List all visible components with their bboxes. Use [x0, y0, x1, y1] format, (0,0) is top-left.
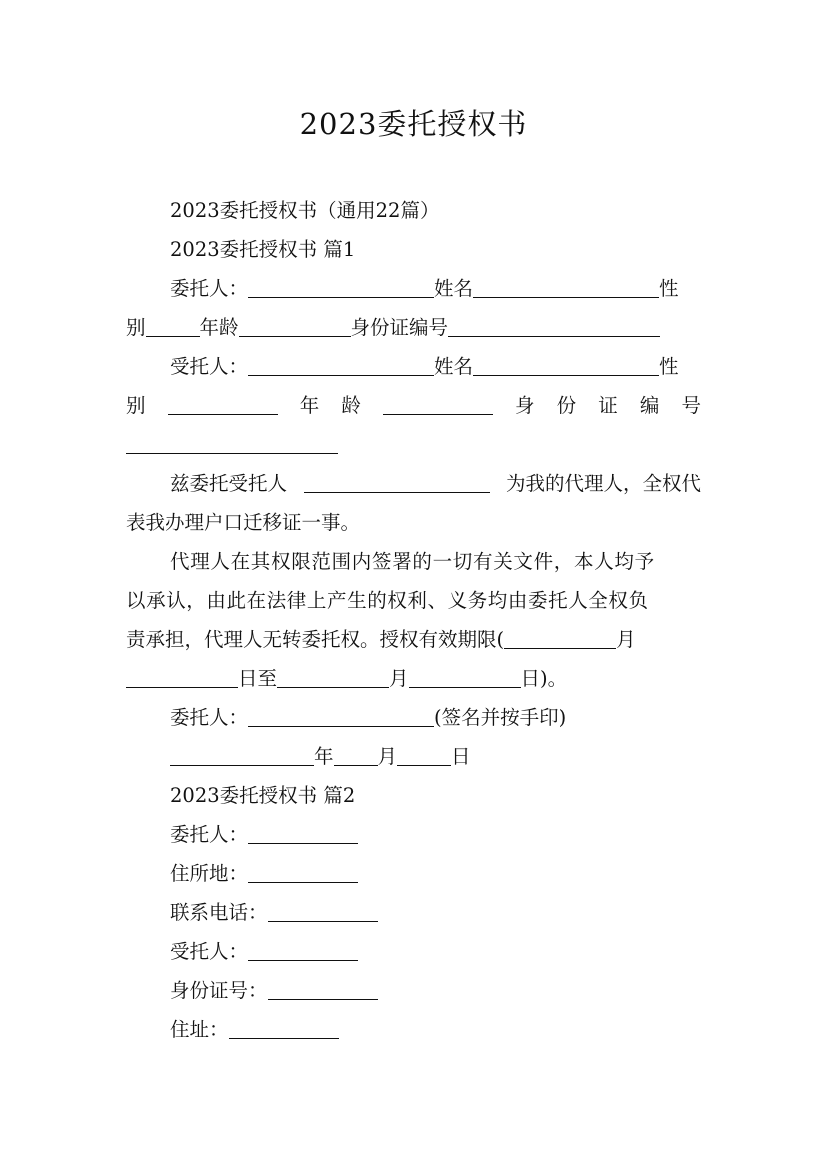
signature-row: [170, 708, 566, 728]
month-label: 月: [616, 628, 636, 651]
end-month-blank: [277, 669, 389, 688]
start-day-blank: [126, 669, 238, 688]
end-month-label: 月: [389, 667, 409, 690]
date-row: [170, 747, 471, 767]
appoint-line-2: 表我办理户口迁移证一事。: [126, 511, 361, 534]
principal-row: [170, 279, 679, 299]
sign-principal-label: 委托人：: [170, 706, 249, 729]
agent-row-2: [126, 396, 701, 416]
id-label: 身份证编号: [350, 316, 449, 339]
agent-id-char-2: 份: [556, 394, 577, 417]
start-month-blank: [504, 630, 616, 649]
agent-id-char-5: 号: [681, 394, 701, 417]
document-title: 2023委托授权书: [299, 107, 528, 141]
agent-id-char-3: 证: [598, 394, 618, 417]
s2-residence-label: 住所地：: [170, 862, 249, 885]
appoint-row: [170, 474, 701, 494]
id-blank: [448, 318, 660, 337]
agent-gender-label-start: 性: [659, 355, 679, 378]
agent-gender-blank: [168, 396, 278, 415]
agent-row: [170, 357, 679, 377]
year-blank: [170, 747, 314, 766]
agent-id-row: [126, 435, 338, 455]
s2-residence-blank: [248, 864, 358, 883]
gender-blank: [146, 318, 200, 337]
para-line-1: 代理人在其权限范围内签署的一切有关文件，本人均予: [170, 550, 655, 573]
s2-address-blank: [229, 1020, 339, 1039]
para-line-4: [126, 669, 567, 689]
agent-name-blank: [473, 357, 659, 376]
appoint-blank: [304, 474, 490, 493]
gender-label-start: 性: [659, 277, 679, 300]
s2-agent-label: 受托人：: [170, 940, 249, 963]
day-end-label: 日)。: [520, 667, 568, 690]
gender-label-end: 别: [126, 316, 146, 339]
end-day-blank: [409, 669, 521, 688]
validity-text: 责承担，代理人无转委托权。授权有效期限(: [126, 628, 505, 651]
s2-phone-blank: [268, 903, 378, 922]
principal-label: 委托人：: [170, 277, 249, 300]
appoint-suffix: 为我的代理人，全权代: [505, 472, 701, 495]
s2-phone-label: 联系电话：: [170, 901, 268, 924]
agent-age-char-1: 年: [299, 394, 320, 417]
agent-blank: [248, 357, 434, 376]
s2-agent-blank: [248, 942, 358, 961]
s2-residence-row: [170, 864, 358, 884]
agent-age-char-2: 龄: [341, 394, 361, 417]
s2-id-blank: [268, 981, 378, 1000]
agent-label: 受托人：: [170, 355, 249, 378]
agent-id-blank: [126, 435, 338, 454]
s2-address-label: 住址：: [170, 1018, 229, 1041]
name-blank: [473, 279, 659, 298]
appoint-prefix: 兹委托受托人: [170, 472, 288, 495]
s2-id-label: 身份证号：: [170, 979, 268, 1002]
age-blank: [239, 318, 351, 337]
s2-principal-label: 委托人：: [170, 823, 249, 846]
month-blank: [334, 747, 378, 766]
name-label: 姓名: [434, 277, 474, 300]
age-label: 年龄: [199, 316, 239, 339]
principal-blank: [248, 279, 434, 298]
s2-phone-row: [170, 903, 378, 923]
s2-principal-blank: [248, 825, 358, 844]
s2-agent-row: [170, 942, 358, 962]
year-label: 年: [314, 745, 334, 768]
day-blank: [397, 747, 451, 766]
document-subtitle: 2023委托授权书（通用22篇）: [170, 199, 440, 222]
principal-row-2: [126, 318, 660, 338]
agent-age-blank: [383, 396, 493, 415]
s2-address-row: [170, 1020, 339, 1040]
para-line-2: 以承认，由此在法律上产生的权利、义务均由委托人全权负: [126, 589, 649, 612]
agent-id-char-4: 编: [639, 394, 660, 417]
agent-id-char-1: 身: [515, 394, 535, 417]
signature-blank: [248, 708, 434, 727]
s2-principal-row: [170, 825, 358, 845]
agent-gender-label-end: 别: [126, 394, 146, 417]
day-to-label: 日至: [238, 667, 278, 690]
agent-name-label: 姓名: [434, 355, 474, 378]
para-line-3: [126, 630, 636, 650]
day-label: 日: [451, 745, 471, 768]
section1-heading: 2023委托授权书 篇1: [170, 238, 356, 261]
section2-heading: 2023委托授权书 篇2: [170, 784, 356, 807]
date-month-label: 月: [377, 745, 398, 768]
s2-id-row: [170, 981, 378, 1001]
sign-note: (签名并按手印): [434, 706, 567, 729]
